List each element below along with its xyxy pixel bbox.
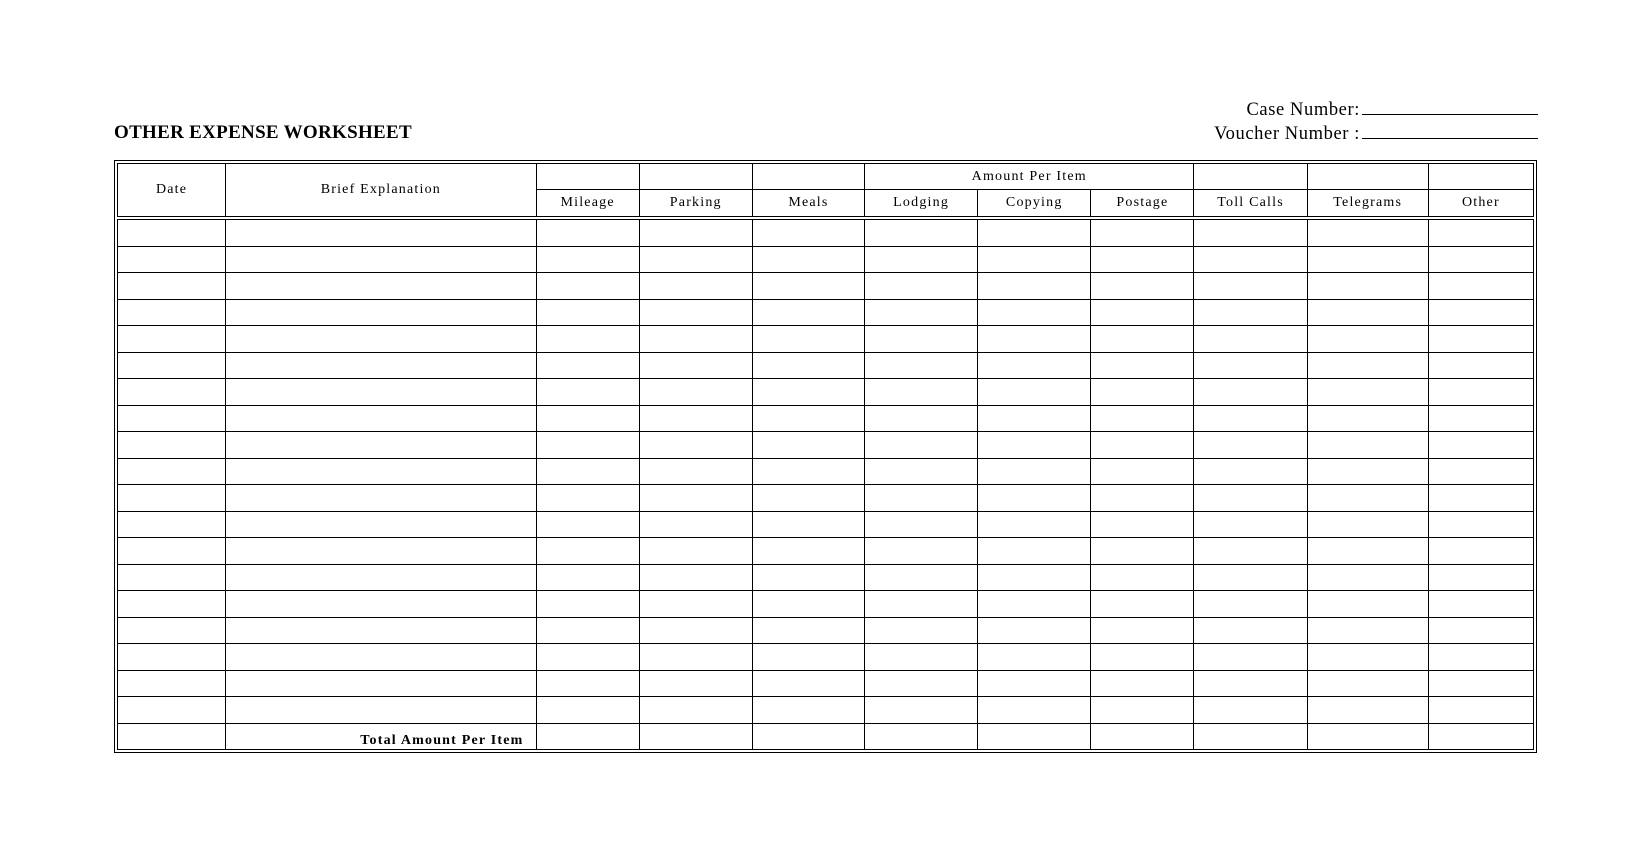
table-cell[interactable] — [865, 299, 978, 326]
table-cell[interactable] — [1428, 511, 1533, 538]
table-cell[interactable] — [1091, 379, 1194, 406]
table-cell[interactable] — [865, 246, 978, 273]
case-number-label: Case Number: — [1246, 100, 1360, 120]
table-cell[interactable] — [226, 379, 536, 406]
table-cell[interactable] — [1428, 617, 1533, 644]
table-cell[interactable] — [752, 697, 864, 724]
table-cell[interactable] — [1428, 697, 1533, 724]
table-cell[interactable] — [978, 246, 1091, 273]
table-cell[interactable] — [1194, 485, 1307, 512]
total-cell[interactable] — [118, 723, 226, 750]
total-cell[interactable] — [978, 723, 1091, 750]
table-cell[interactable] — [1428, 670, 1533, 697]
table-cell[interactable] — [865, 432, 978, 459]
table-cell[interactable] — [1091, 697, 1194, 724]
table-cell[interactable] — [118, 591, 226, 618]
column-header-mileage: Mileage — [536, 190, 639, 219]
table-cell[interactable] — [118, 485, 226, 512]
table-cell[interactable] — [1194, 218, 1307, 246]
table-cell[interactable] — [1091, 644, 1194, 671]
table-cell[interactable] — [639, 485, 752, 512]
total-cell[interactable] — [1194, 723, 1307, 750]
amount-per-item-header: Amount Per Item — [865, 164, 1194, 190]
table-cell[interactable] — [978, 326, 1091, 353]
table-cell[interactable] — [226, 405, 536, 432]
total-cell[interactable] — [1428, 723, 1533, 750]
voucher-number-blank[interactable] — [1362, 122, 1538, 139]
table-cell[interactable] — [752, 511, 864, 538]
table-cell[interactable] — [865, 591, 978, 618]
table-cell[interactable] — [1428, 379, 1533, 406]
table-row — [118, 218, 1534, 246]
table-cell[interactable] — [1307, 485, 1428, 512]
table-row — [118, 458, 1534, 485]
table-cell[interactable] — [1091, 273, 1194, 300]
table-cell[interactable] — [226, 697, 536, 724]
table-cell[interactable] — [1428, 644, 1533, 671]
table-row — [118, 591, 1534, 618]
table-cell[interactable] — [865, 697, 978, 724]
table-cell[interactable] — [1194, 352, 1307, 379]
table-cell[interactable] — [752, 432, 864, 459]
column-header-parking: Parking — [639, 190, 752, 219]
table-cell[interactable] — [639, 326, 752, 353]
table-cell[interactable] — [1091, 617, 1194, 644]
table-cell[interactable] — [1428, 326, 1533, 353]
table-row — [118, 617, 1534, 644]
table-cell[interactable] — [752, 458, 864, 485]
table-cell[interactable] — [1307, 538, 1428, 565]
table-cell[interactable] — [226, 485, 536, 512]
header-blank — [536, 164, 639, 190]
table-cell[interactable] — [226, 538, 536, 565]
total-row — [118, 723, 1534, 750]
table-cell[interactable] — [1307, 591, 1428, 618]
table-cell[interactable] — [226, 218, 536, 246]
table-cell[interactable] — [1307, 697, 1428, 724]
table-cell[interactable] — [639, 379, 752, 406]
table-cell[interactable] — [865, 511, 978, 538]
table-cell[interactable] — [1194, 617, 1307, 644]
table-cell[interactable] — [1428, 218, 1533, 246]
table-cell[interactable] — [639, 591, 752, 618]
table-cell[interactable] — [1194, 644, 1307, 671]
table-cell[interactable] — [639, 246, 752, 273]
total-cell[interactable] — [639, 723, 752, 750]
table-cell[interactable] — [226, 432, 536, 459]
case-info — [1214, 98, 1538, 146]
table-cell[interactable] — [1091, 299, 1194, 326]
table-cell[interactable] — [226, 564, 536, 591]
table-row — [118, 352, 1534, 379]
table-row — [118, 246, 1534, 273]
table-cell[interactable] — [752, 326, 864, 353]
table-cell[interactable] — [639, 538, 752, 565]
table-cell[interactable] — [536, 644, 639, 671]
table-cell[interactable] — [1194, 697, 1307, 724]
table-cell[interactable] — [536, 591, 639, 618]
table-cell[interactable] — [978, 432, 1091, 459]
table-cell[interactable] — [1091, 458, 1194, 485]
table-cell[interactable] — [639, 218, 752, 246]
table-cell[interactable] — [536, 299, 639, 326]
table-cell[interactable] — [226, 352, 536, 379]
table-cell[interactable] — [1091, 670, 1194, 697]
table-row — [118, 379, 1534, 406]
case-number-blank[interactable] — [1362, 98, 1538, 115]
table-cell[interactable] — [865, 273, 978, 300]
table-cell[interactable] — [536, 458, 639, 485]
table-cell[interactable] — [536, 246, 639, 273]
table-cell[interactable] — [978, 458, 1091, 485]
case-number-field[interactable] — [1214, 98, 1538, 122]
table-cell[interactable] — [536, 511, 639, 538]
table-cell[interactable] — [1091, 485, 1194, 512]
table-cell[interactable] — [752, 670, 864, 697]
table-cell[interactable] — [865, 564, 978, 591]
table-cell[interactable] — [1428, 485, 1533, 512]
table-row — [118, 697, 1534, 724]
table-cell[interactable] — [978, 538, 1091, 565]
table-row — [118, 644, 1534, 671]
column-header-telegrams: Telegrams — [1307, 190, 1428, 219]
table-cell[interactable] — [978, 564, 1091, 591]
table-cell[interactable] — [752, 538, 864, 565]
table-cell[interactable] — [1194, 379, 1307, 406]
column-header-copying: Copying — [978, 190, 1091, 219]
table-cell[interactable] — [978, 218, 1091, 246]
table-cell[interactable] — [865, 538, 978, 565]
table-cell[interactable] — [536, 379, 639, 406]
table-cell[interactable] — [1307, 670, 1428, 697]
table-cell[interactable] — [1428, 458, 1533, 485]
table-cell[interactable] — [226, 458, 536, 485]
table-cell[interactable] — [1194, 564, 1307, 591]
table-cell[interactable] — [865, 644, 978, 671]
table-cell[interactable] — [639, 432, 752, 459]
table-cell[interactable] — [1307, 644, 1428, 671]
table-cell[interactable] — [118, 538, 226, 565]
table-cell[interactable] — [536, 352, 639, 379]
total-cell[interactable] — [536, 723, 639, 750]
table-cell[interactable] — [978, 511, 1091, 538]
table-cell[interactable] — [1194, 538, 1307, 565]
table-cell[interactable] — [1091, 591, 1194, 618]
table-cell[interactable] — [639, 458, 752, 485]
table-cell[interactable] — [639, 352, 752, 379]
header-blank — [752, 164, 864, 190]
table-cell[interactable] — [639, 670, 752, 697]
table-cell[interactable] — [118, 644, 226, 671]
table-cell[interactable] — [752, 617, 864, 644]
table-cell[interactable] — [1091, 246, 1194, 273]
date-header: Date — [118, 164, 226, 219]
table-cell[interactable] — [536, 564, 639, 591]
table-cell[interactable] — [752, 352, 864, 379]
table-cell[interactable] — [978, 670, 1091, 697]
table-cell[interactable] — [1091, 326, 1194, 353]
table-cell[interactable] — [865, 617, 978, 644]
table-cell[interactable] — [118, 697, 226, 724]
table-cell[interactable] — [1091, 432, 1194, 459]
table-row — [118, 511, 1534, 538]
table-row — [118, 326, 1534, 353]
table-cell[interactable] — [226, 644, 536, 671]
table-cell[interactable] — [752, 405, 864, 432]
table-cell[interactable] — [1194, 326, 1307, 353]
voucher-number-field[interactable] — [1214, 122, 1538, 146]
table-cell[interactable] — [1194, 273, 1307, 300]
table-cell[interactable] — [752, 485, 864, 512]
table-cell[interactable] — [1428, 591, 1533, 618]
table-cell[interactable] — [1307, 458, 1428, 485]
table-cell[interactable] — [1091, 405, 1194, 432]
table-cell[interactable] — [1307, 299, 1428, 326]
table-row — [118, 564, 1534, 591]
table-cell[interactable] — [978, 352, 1091, 379]
table-cell[interactable] — [639, 617, 752, 644]
table-cell[interactable] — [118, 670, 226, 697]
table-cell[interactable] — [1307, 246, 1428, 273]
table-cell[interactable] — [752, 379, 864, 406]
table-cell[interactable] — [1194, 432, 1307, 459]
table-cell[interactable] — [865, 218, 978, 246]
table-cell[interactable] — [118, 352, 226, 379]
table-row — [118, 670, 1534, 697]
table-cell[interactable] — [752, 591, 864, 618]
table-cell[interactable] — [1307, 379, 1428, 406]
table-cell[interactable] — [226, 670, 536, 697]
table-cell[interactable] — [118, 405, 226, 432]
table-cell[interactable] — [536, 432, 639, 459]
table-cell[interactable] — [1091, 538, 1194, 565]
table-cell[interactable] — [752, 644, 864, 671]
table-row — [118, 405, 1534, 432]
table-cell[interactable] — [752, 246, 864, 273]
table-cell[interactable] — [1428, 564, 1533, 591]
table-cell[interactable] — [536, 670, 639, 697]
total-label: Total Amount Per Item — [226, 723, 536, 750]
expense-table-frame — [114, 160, 1537, 753]
table-cell[interactable] — [536, 273, 639, 300]
table-cell[interactable] — [118, 218, 226, 246]
table-cell[interactable] — [1091, 511, 1194, 538]
table-cell[interactable] — [1194, 511, 1307, 538]
table-cell[interactable] — [1307, 352, 1428, 379]
table-cell[interactable] — [639, 511, 752, 538]
table-cell[interactable] — [1307, 511, 1428, 538]
table-cell[interactable] — [865, 485, 978, 512]
table-cell[interactable] — [978, 405, 1091, 432]
table-cell[interactable] — [1194, 591, 1307, 618]
table-cell[interactable] — [1428, 273, 1533, 300]
table-cell[interactable] — [1194, 405, 1307, 432]
table-cell[interactable] — [118, 299, 226, 326]
table-cell[interactable] — [1307, 564, 1428, 591]
column-header-toll-calls: Toll Calls — [1194, 190, 1307, 219]
table-cell[interactable] — [752, 299, 864, 326]
table-row — [118, 432, 1534, 459]
table-cell[interactable] — [226, 246, 536, 273]
table-row — [118, 273, 1534, 300]
table-cell[interactable] — [639, 273, 752, 300]
table-cell[interactable] — [865, 670, 978, 697]
table-cell[interactable] — [226, 591, 536, 618]
table-cell[interactable] — [978, 644, 1091, 671]
table-cell[interactable] — [978, 485, 1091, 512]
table-cell[interactable] — [1194, 458, 1307, 485]
table-cell[interactable] — [118, 273, 226, 300]
expense-table — [117, 163, 1534, 750]
table-cell[interactable] — [639, 405, 752, 432]
table-row — [118, 299, 1534, 326]
table-cell[interactable] — [1428, 299, 1533, 326]
table-cell[interactable] — [978, 617, 1091, 644]
table-cell[interactable] — [978, 273, 1091, 300]
table-cell[interactable] — [118, 511, 226, 538]
table-cell[interactable] — [865, 405, 978, 432]
table-cell[interactable] — [1428, 246, 1533, 273]
table-cell[interactable] — [1091, 352, 1194, 379]
table-cell[interactable] — [118, 246, 226, 273]
table-cell[interactable] — [865, 458, 978, 485]
column-header-lodging: Lodging — [865, 190, 978, 219]
table-cell[interactable] — [118, 326, 226, 353]
table-cell[interactable] — [639, 644, 752, 671]
table-cell[interactable] — [118, 458, 226, 485]
table-cell[interactable] — [118, 379, 226, 406]
table-cell[interactable] — [1091, 564, 1194, 591]
table-cell[interactable] — [865, 326, 978, 353]
column-header-postage: Postage — [1091, 190, 1194, 219]
total-cell[interactable] — [1091, 723, 1194, 750]
table-cell[interactable] — [752, 564, 864, 591]
table-cell[interactable] — [865, 379, 978, 406]
table-cell[interactable] — [1307, 617, 1428, 644]
table-cell[interactable] — [226, 511, 536, 538]
table-cell[interactable] — [978, 591, 1091, 618]
header-blank — [639, 164, 752, 190]
table-cell[interactable] — [1194, 670, 1307, 697]
table-cell[interactable] — [118, 617, 226, 644]
table-cell[interactable] — [226, 273, 536, 300]
table-cell[interactable] — [752, 218, 864, 246]
table-cell[interactable] — [226, 299, 536, 326]
header-blank — [1194, 164, 1307, 190]
table-cell[interactable] — [1307, 326, 1428, 353]
voucher-number-label: Voucher Number : — [1214, 124, 1360, 144]
table-cell[interactable] — [1091, 218, 1194, 246]
table-cell[interactable] — [118, 564, 226, 591]
table-cell[interactable] — [978, 299, 1091, 326]
table-cell[interactable] — [536, 697, 639, 724]
table-cell[interactable] — [118, 432, 226, 459]
table-cell[interactable] — [536, 617, 639, 644]
table-cell[interactable] — [1194, 299, 1307, 326]
table-cell[interactable] — [978, 697, 1091, 724]
column-header-meals: Meals — [752, 190, 864, 219]
table-cell[interactable] — [536, 405, 639, 432]
table-cell[interactable] — [536, 326, 639, 353]
table-cell[interactable] — [1307, 405, 1428, 432]
table-cell[interactable] — [639, 564, 752, 591]
table-cell[interactable] — [1307, 432, 1428, 459]
column-header-other: Other — [1428, 190, 1533, 219]
header-blank — [1428, 164, 1533, 190]
total-cell[interactable] — [865, 723, 978, 750]
table-cell[interactable] — [639, 299, 752, 326]
table-cell[interactable] — [1307, 273, 1428, 300]
total-cell[interactable] — [752, 723, 864, 750]
table-cell[interactable] — [1428, 405, 1533, 432]
table-cell[interactable] — [536, 485, 639, 512]
table-cell[interactable] — [639, 697, 752, 724]
table-row — [118, 485, 1534, 512]
table-cell[interactable] — [1428, 538, 1533, 565]
total-cell[interactable] — [1307, 723, 1428, 750]
table-cell[interactable] — [978, 379, 1091, 406]
table-cell[interactable] — [1428, 432, 1533, 459]
table-cell[interactable] — [226, 326, 536, 353]
table-cell[interactable] — [1307, 218, 1428, 246]
table-cell[interactable] — [226, 617, 536, 644]
table-cell[interactable] — [536, 218, 639, 246]
explanation-header: Brief Explanation — [226, 164, 536, 219]
table-row — [118, 538, 1534, 565]
table-cell[interactable] — [1428, 352, 1533, 379]
table-cell[interactable] — [1194, 246, 1307, 273]
table-cell[interactable] — [536, 538, 639, 565]
table-cell[interactable] — [752, 273, 864, 300]
table-cell[interactable] — [865, 352, 978, 379]
header-blank — [1307, 164, 1428, 190]
page-title: OTHER EXPENSE WORKSHEET — [114, 122, 412, 143]
